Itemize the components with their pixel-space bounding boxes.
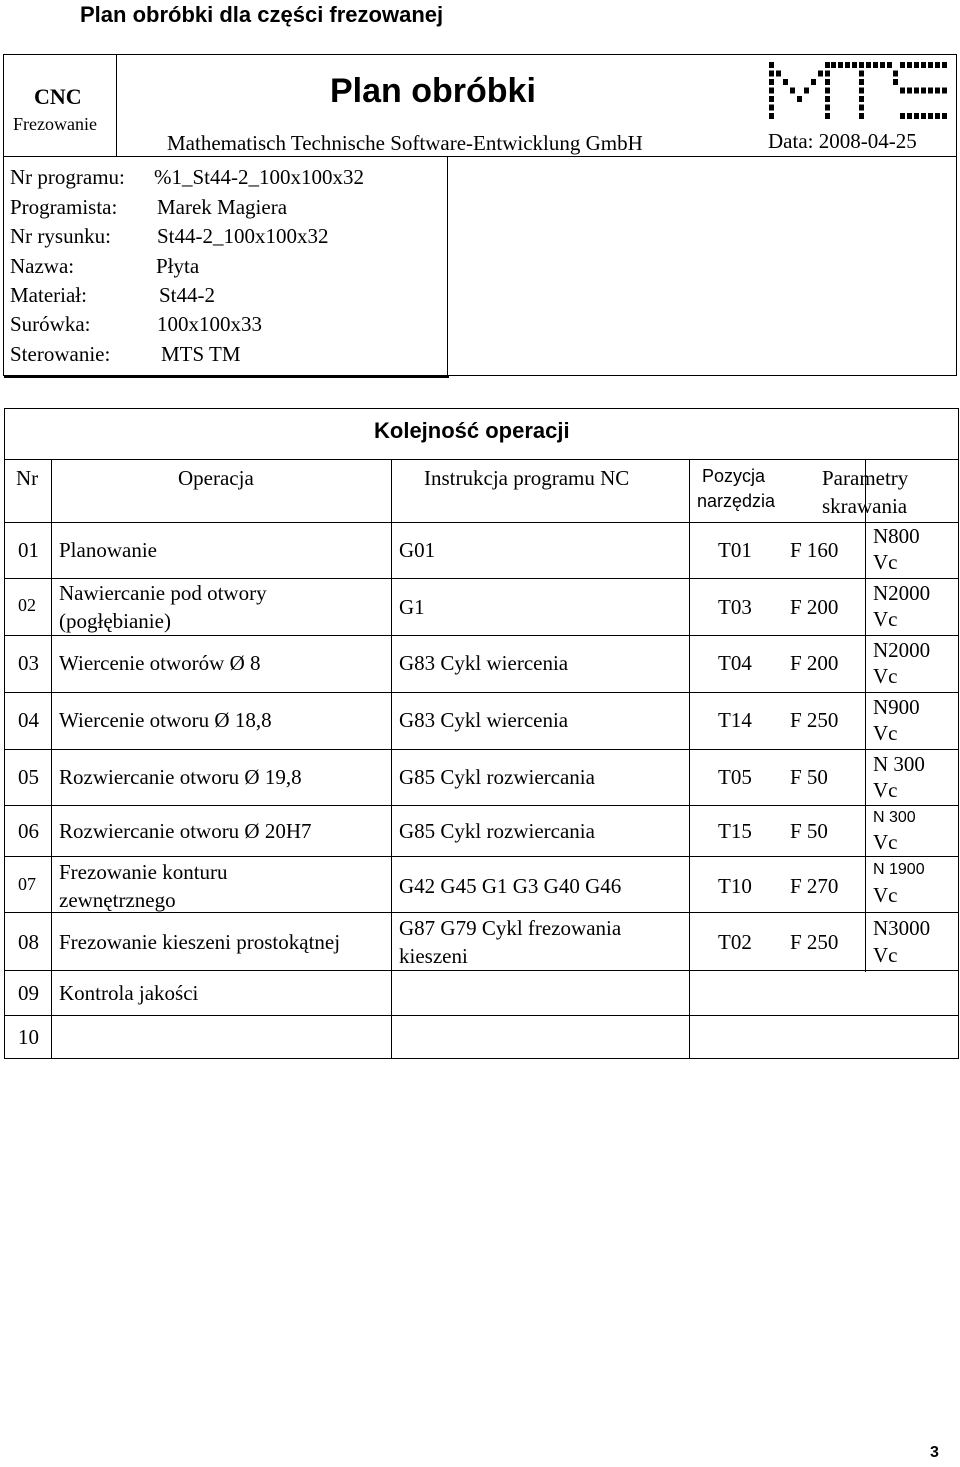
row-07-nr: 07 — [18, 874, 36, 894]
logo-dot — [859, 88, 864, 94]
logo-dot — [769, 96, 774, 102]
logo-dot — [804, 88, 809, 94]
company-name: Mathematisch Technische Software-Entwicklung GmbH — [167, 131, 643, 155]
logo-dot — [900, 88, 905, 94]
row-03-nr: 03 — [18, 651, 39, 675]
row-02-feed: F 200 — [790, 595, 839, 619]
row-05-nr: 05 — [18, 765, 39, 789]
row-04-speed: N900 — [873, 695, 920, 719]
info-bottom-rule — [4, 376, 449, 378]
logo-dot — [921, 88, 926, 94]
logo-dot — [825, 105, 830, 111]
row-01-instruction: G01 — [399, 538, 436, 562]
logo-dot — [859, 71, 864, 77]
row-01-vc: Vc — [873, 550, 898, 574]
row-03-feed: F 200 — [790, 651, 839, 675]
table-rule — [4, 522, 959, 523]
logo-dot — [866, 62, 871, 68]
logo-dot — [825, 79, 830, 85]
row-02-operation-line2: (pogłębianie) — [59, 609, 171, 633]
document-date: Data: 2008-04-25 — [768, 129, 917, 153]
table-rule — [4, 749, 959, 750]
table-rule — [4, 635, 959, 636]
info-label-nazwa: Nazwa: — [10, 254, 75, 278]
logo-dot — [825, 62, 830, 68]
logo-dot — [942, 62, 947, 68]
column-header-instrukcja: Instrukcja programu NC — [424, 466, 630, 490]
logo-dot — [776, 71, 781, 77]
column-rule — [865, 459, 866, 972]
column-rule — [51, 459, 52, 1059]
operations-title: Kolejność operacji — [374, 418, 570, 443]
column-header-nr: Nr — [16, 466, 39, 490]
column-header-skrawania: skrawania — [822, 494, 908, 518]
logo-dot — [900, 62, 905, 68]
logo-dot — [921, 62, 926, 68]
logo-dot — [838, 62, 843, 68]
info-label-material: Materiał: — [10, 283, 87, 307]
row-09-nr: 09 — [18, 981, 39, 1005]
row-07-operation: Frezowanie konturu — [59, 860, 228, 884]
logo-dot — [831, 62, 836, 68]
row-03-vc: Vc — [873, 664, 898, 688]
row-07-tool: T10 — [718, 874, 752, 898]
row-04-feed: F 250 — [790, 708, 839, 732]
logo-dot — [907, 113, 912, 119]
logo-dot — [859, 62, 864, 68]
logo-dot — [928, 62, 933, 68]
column-rule — [689, 459, 690, 1059]
logo-dot — [900, 113, 905, 119]
header-divider — [4, 156, 957, 157]
column-header-pozycja: Pozycja — [702, 466, 766, 486]
table-rule — [4, 459, 959, 460]
logo-dot — [914, 88, 919, 94]
row-06-feed: F 50 — [790, 819, 828, 843]
info-label-surowka: Surówka: — [10, 312, 91, 336]
logo-dot — [811, 79, 816, 85]
row-08-operation: Frezowanie kieszeni prostokątnej — [59, 930, 341, 954]
info-value-nazwa: Płyta — [156, 254, 200, 278]
document-title: Plan obróbki dla części frezowanej — [80, 2, 444, 27]
row-02-tool: T03 — [718, 595, 752, 619]
row-01-speed: N800 — [873, 524, 920, 548]
row-04-operation: Wiercenie otworu Ø 18,8 — [59, 708, 272, 732]
logo-dot — [797, 96, 802, 102]
operations-table — [4, 408, 959, 1059]
row-07-feed: F 270 — [790, 874, 839, 898]
row-03-instruction: G83 Cykl wiercenia — [399, 651, 569, 675]
row-02-vc: Vc — [873, 607, 898, 631]
logo-dot — [859, 113, 864, 119]
cnc-label: CNC — [34, 84, 82, 109]
row-08-vc: Vc — [873, 943, 898, 967]
row-03-speed: N2000 — [873, 638, 931, 662]
row-04-instruction: G83 Cykl wiercenia — [399, 708, 569, 732]
info-value-nr-programu: %1_St44-2_100x100x32 — [154, 165, 364, 189]
row-09-operation: Kontrola jakości — [59, 981, 199, 1005]
logo-dot — [859, 96, 864, 102]
row-01-operation: Planowanie — [59, 538, 157, 562]
logo-dot — [825, 113, 830, 119]
row-02-speed: N2000 — [873, 581, 931, 605]
info-label-nr-rysunku: Nr rysunku: — [10, 224, 111, 248]
row-07-instruction: G42 G45 G1 G3 G40 G46 — [399, 874, 622, 898]
logo-dot — [887, 62, 892, 68]
row-05-instruction: G85 Cykl rozwiercania — [399, 765, 595, 789]
row-03-tool: T04 — [718, 651, 752, 675]
column-header-narzedzia: narzędzia — [697, 491, 776, 511]
row-08-nr: 08 — [18, 930, 39, 954]
table-rule — [4, 970, 959, 971]
info-label-nr-programu: Nr programu: — [10, 165, 125, 189]
logo-dot — [907, 62, 912, 68]
row-10-nr: 10 — [18, 1025, 39, 1049]
logo-dot — [942, 113, 947, 119]
table-rule — [4, 578, 959, 579]
logo-dot — [935, 88, 940, 94]
logo-dot — [893, 79, 898, 85]
info-value-nr-rysunku: St44-2_100x100x32 — [157, 224, 329, 248]
logo-dot — [818, 71, 823, 77]
row-02-nr: 02 — [18, 595, 36, 615]
logo-dot — [914, 62, 919, 68]
logo-dot — [893, 71, 898, 77]
logo-dot — [769, 113, 774, 119]
row-08-speed: N3000 — [873, 916, 931, 940]
info-divider — [447, 156, 448, 377]
logo-dot — [935, 113, 940, 119]
info-label-programista: Programista: — [10, 195, 118, 219]
row-06-vc: Vc — [873, 830, 898, 854]
info-label-sterowanie: Sterowanie: — [10, 342, 111, 366]
column-header-operacja: Operacja — [178, 466, 254, 490]
plan-title: Plan obróbki — [330, 72, 536, 110]
row-07-operation-line2: zewnętrznego — [59, 888, 176, 912]
logo-dot — [825, 96, 830, 102]
row-08-tool: T02 — [718, 930, 752, 954]
row-08-instruction: G87 G79 Cykl frezowania — [399, 916, 622, 940]
info-value-programista: Marek Magiera — [157, 195, 288, 219]
logo-dot — [790, 88, 795, 94]
info-value-material: St44-2 — [159, 283, 216, 307]
row-06-nr: 06 — [18, 819, 39, 843]
row-05-tool: T05 — [718, 765, 752, 789]
table-rule — [4, 692, 959, 693]
row-01-feed: F 160 — [790, 538, 839, 562]
page-number: 3 — [930, 1444, 939, 1461]
logo-dot — [907, 88, 912, 94]
row-06-tool: T15 — [718, 819, 752, 843]
row-05-feed: F 50 — [790, 765, 828, 789]
table-rule — [4, 856, 959, 857]
column-rule — [391, 459, 392, 1059]
logo-dot — [935, 62, 940, 68]
row-01-tool: T01 — [718, 538, 752, 562]
logo-dot — [769, 71, 774, 77]
row-01-nr: 01 — [18, 538, 39, 562]
logo-dot — [825, 71, 830, 77]
row-08-feed: F 250 — [790, 930, 839, 954]
info-value-sterowanie: MTS TM — [161, 342, 241, 366]
logo-dot — [928, 113, 933, 119]
mts-logo — [767, 60, 947, 122]
cnc-sub-label: Frezowanie — [13, 114, 97, 134]
row-04-nr: 04 — [18, 708, 39, 732]
logo-dot — [845, 62, 850, 68]
logo-dot — [859, 79, 864, 85]
logo-dot — [852, 62, 857, 68]
row-06-speed: N 300 — [873, 809, 916, 826]
column-header-parametry: Parametry — [822, 466, 909, 490]
table-rule — [4, 805, 959, 806]
row-05-vc: Vc — [873, 778, 898, 802]
row-07-vc: Vc — [873, 883, 898, 907]
row-05-speed: N 300 — [873, 752, 925, 776]
logo-dot — [942, 88, 947, 94]
table-rule — [4, 1015, 959, 1016]
logo-dot — [769, 62, 774, 68]
row-04-tool: T14 — [718, 708, 752, 732]
logo-dot — [783, 79, 788, 85]
logo-dot — [825, 88, 830, 94]
row-03-operation: Wiercenie otworów Ø 8 — [59, 651, 261, 675]
row-06-operation: Rozwiercanie otworu Ø 20H7 — [59, 819, 312, 843]
row-07-speed: N 1900 — [873, 861, 925, 878]
info-value-surowka: 100x100x33 — [157, 312, 262, 336]
logo-dot — [873, 62, 878, 68]
row-06-instruction: G85 Cykl rozwiercania — [399, 819, 595, 843]
logo-dot — [880, 62, 885, 68]
row-02-operation: Nawiercanie pod otwory — [59, 581, 267, 605]
row-04-vc: Vc — [873, 721, 898, 745]
row-08-instruction-line2: kieszeni — [399, 944, 468, 968]
logo-dot — [769, 79, 774, 85]
row-05-operation: Rozwiercanie otworu Ø 19,8 — [59, 765, 302, 789]
logo-dot — [914, 113, 919, 119]
logo-dot — [769, 105, 774, 111]
logo-dot — [928, 88, 933, 94]
logo-dot — [769, 88, 774, 94]
row-02-instruction: G1 — [399, 595, 425, 619]
logo-dot — [859, 105, 864, 111]
logo-dot — [921, 113, 926, 119]
